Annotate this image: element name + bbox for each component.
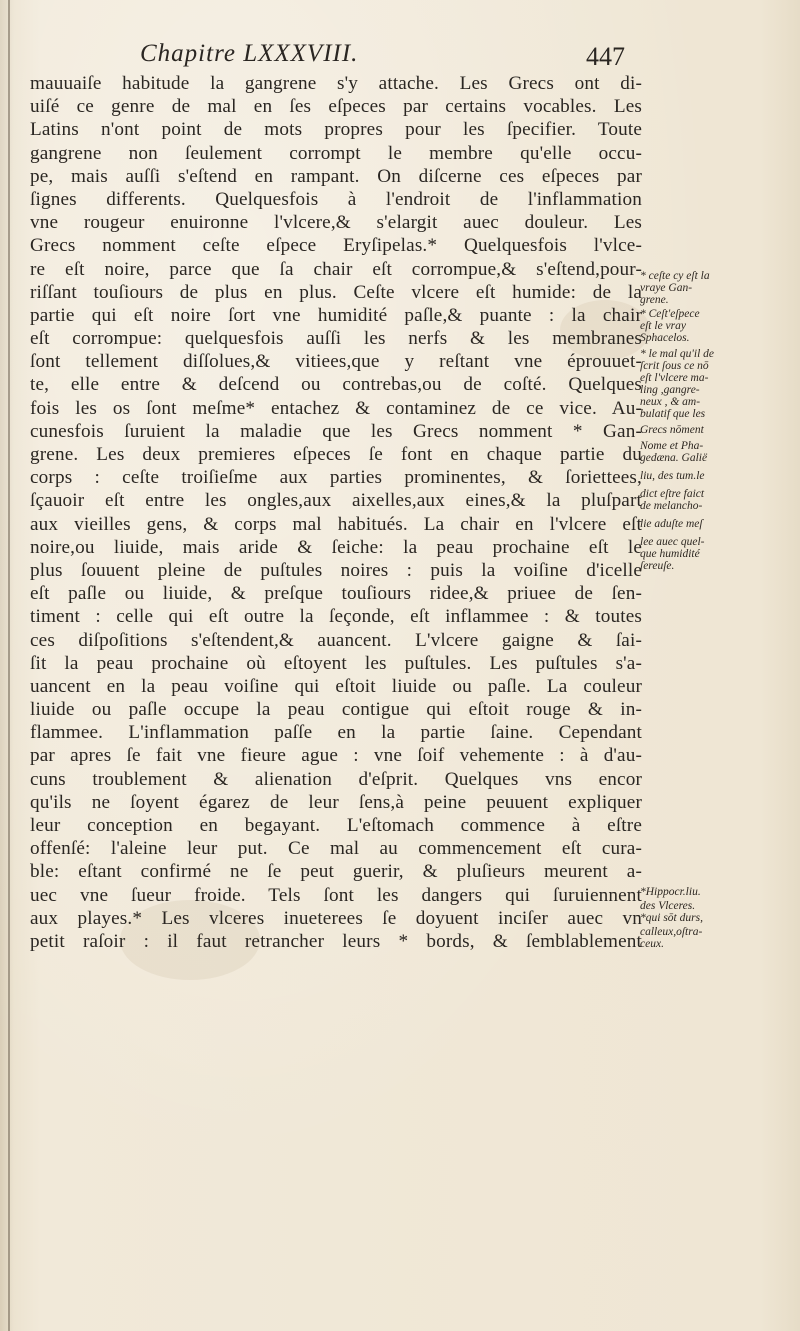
margin-note: *Hippocr.liu. [640, 886, 701, 898]
text-line: uec vne ſueur froide. Tels ſont les dangers qui ſuruiennent [30, 884, 642, 906]
margin-note: calleux,oſtra- [640, 926, 703, 938]
text-line: eſt paſle ou liuide, & preſque touſiours ridee,& priuee de ſen- [30, 583, 642, 605]
text-line: aux playes.* Les vlceres inueterees ſe doyuent inciſer auec vn [30, 907, 642, 929]
margin-note: ſcrit ſous ce nō [640, 360, 709, 372]
text-line: vne rougeur enuironne l'vlcere,& s'elargit auec douleur. Les [30, 212, 642, 234]
body-text [30, 72, 642, 953]
margin-note: bulatif que les [640, 408, 706, 420]
margin-note: Nome et Pha- [640, 440, 704, 452]
text-line: pe, mais auſſi s'eſtend en rampant. On diſcerne ces eſpeces par [30, 165, 642, 187]
margin-note: liu, des tum.le [640, 470, 705, 482]
page-number: 447 [586, 42, 625, 71]
margin-note: ceux. [640, 938, 664, 950]
margin-note: dict eſtre faict [640, 488, 705, 500]
text-line: eſt corrompue: quelquesfois auſſi les nerfs & les membranes [30, 328, 642, 350]
text-line: qu'ils ne ſoyent égarez de leur ſens,à peine peuuent expliquer [30, 791, 642, 813]
margin-note: lie aduſte meſ [640, 518, 703, 530]
text-line: mauuaiſe habitude la gangrene s'y attache. Les Grecs ont di- [30, 73, 642, 94]
margin-note: *qui sōt durs, [640, 912, 703, 924]
text-line: petit raſoir : il faut retrancher leurs * bords, & ſemblablement [30, 930, 642, 952]
margin-note: * le mal qu'il de [640, 348, 715, 360]
text-line: gangrene non ſeulement corrompt le membre qu'elle occu- [30, 142, 642, 164]
text-line: uiſé ce genre de mal en ſes eſpeces par certains vocables. Les [30, 96, 642, 118]
text-line: Grecs nomment ceſte eſpece Eryſipelas.* Quelquesfois l'vlce- [30, 235, 642, 257]
margin-note: ſereuſe. [640, 560, 675, 572]
margin-note: Grecs nōment [640, 424, 704, 436]
text-line: corps : ceſte troiſieſme aux parties prominentes, & ſoriettees, [30, 467, 642, 489]
margin-note: Sphacelos. [640, 332, 690, 344]
margin-note: que humidité [640, 548, 700, 560]
text-line: plus ſouuent pleine de puſtules noires : puis la voiſine d'icelle [30, 559, 642, 581]
text-line: ſit la peau prochaine où eſtoyent les puſtules. Les puſtules s'a- [30, 652, 642, 674]
text-line: uancent en la peau voiſine qui eſtoit liuide ou paſle. La couleur [30, 675, 642, 697]
margin-note: vraye Gan- [640, 282, 693, 294]
text-line: riſſant touſiours de plus en plus. Ceſte vlcere eſt humide: de la [30, 281, 642, 303]
text-line: ble: eſtant confirmé ne ſe peut guerir, & pluſieurs meurent a- [30, 861, 642, 883]
margin-note: ling ,gangre- [640, 384, 700, 396]
margin-note: * ceſte cy eſt la [640, 270, 710, 282]
text-line: re eſt noire, parce que ſa chair eſt corrompue,& s'eſtend,pour- [30, 258, 642, 280]
text-line: cuns troublement & alienation d'eſprit. Quelques vns encor [30, 768, 642, 790]
margin-note: neux , & am- [640, 396, 701, 408]
margin-note: gedæna. Galië [640, 452, 708, 464]
text-line: fois les os ſont meſme* entachez & contaminez de ce vice. Au- [30, 397, 642, 419]
text-line: noire,ou liuide, mais aride & ſeiche: la peau prochaine eſt le [30, 536, 642, 558]
margin-note: lee auec quel- [640, 536, 705, 548]
text-line: ſignes differents. Quelquesfois à l'endroit de l'inflammation [30, 188, 642, 210]
text-line: partie qui eſt noire ſort vne humidité paſle,& puante : la chair [30, 304, 642, 326]
text-line: Latins n'ont point de mots propres pour les ſpecifier. Toute [30, 119, 642, 141]
margin-note: eſt le vray [640, 320, 686, 332]
text-line: te, elle entre & deſcend ou contrebas,ou de coſté. Quelques [30, 374, 642, 396]
margin-note: * Ceſt'eſpece [640, 308, 700, 320]
text-line: liuide ou paſle occupe la peau contigue qui eſtoit rouge & in- [30, 699, 642, 721]
running-head: Chapitre LXXXVIII. [140, 40, 359, 67]
margin-note: grene. [640, 294, 669, 306]
text-line: ſçauoir eſt entre les ongles,aux aixelles,aux eines,& la pluſpart [30, 490, 642, 512]
text-line: leur conception en begayant. L'eſtomach commence à eſtre [30, 815, 642, 836]
text-line: aux vieilles gens, & corps mal habitués. La chair en l'vlcere eſt [30, 513, 642, 535]
text-line: cunesfois ſuruient la maladie que les Grecs nomment * Gan- [30, 420, 642, 442]
text-line: offenſé: l'aleine leur put. Ce mal au commencement eſt cura- [30, 838, 642, 860]
text-line: grene. Les deux premieres eſpeces ſe font en chaque partie du [30, 444, 642, 465]
margin-note: de melancho- [640, 500, 703, 512]
text-line: timent : celle qui eſt outre la ſeçonde, eſt inflammee : & toutes [30, 606, 642, 628]
text-line: ſont tellement diſſolues,& vitiees,que y reſtant vne éprouuet- [30, 351, 642, 373]
margin-note: eſt l'vlcere ma- [640, 372, 709, 384]
margin-note: des Vlceres. [640, 900, 696, 912]
text-line: ces diſpoſitions s'eſtendent,& auancent. L'vlcere gaigne & ſai- [30, 629, 642, 651]
text-line: flammee. L'inflammation paſſe en la partie ſaine. Cependant [30, 722, 642, 744]
binding-gutter [8, 0, 10, 1331]
text-line: par apres ſe fait vne fieure ague : vne ſoif vehemente : à d'au- [30, 745, 642, 767]
margin-notes [640, 270, 780, 950]
